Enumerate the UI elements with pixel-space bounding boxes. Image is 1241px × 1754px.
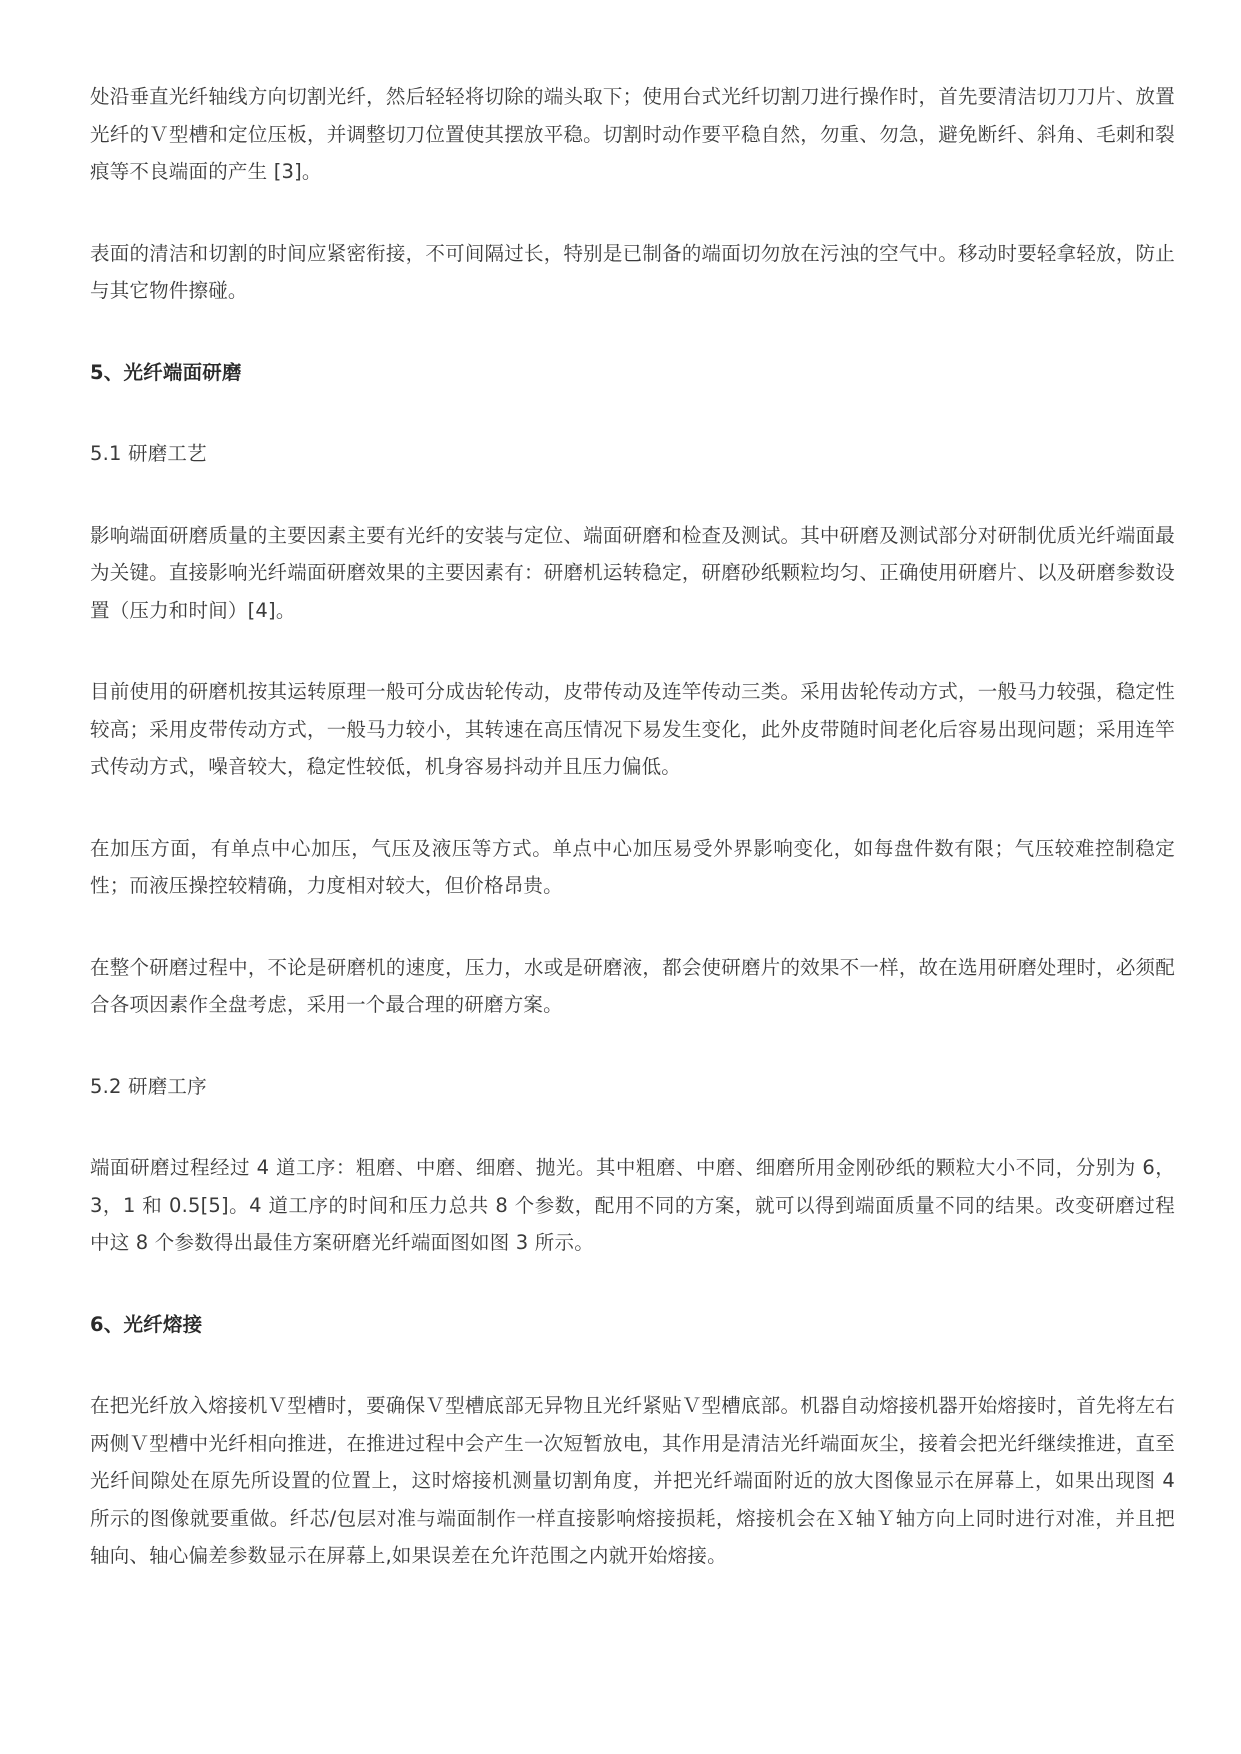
paragraph-polishing-steps: 端面研磨过程经过 4 道工序：粗磨、中磨、细磨、抛光。其中粗磨、中磨、细磨所用金刚砂纸的颗粒大小不同，分别为 6，3，1 和 0.5[5]。4 道工序的时间和压力总共 8 个参数，配用不同的方案，就可以得到端面质量不同的结果。改变研磨过程中这 8 个参数得出最佳方案研磨光纤端面图如图 3 所示。	[90, 1156, 1175, 1254]
paragraph-polishing-machines: 目前使用的研磨机按其运转原理一般可分成齿轮传动，皮带传动及连竿传动三类。采用齿轮传动方式，一般马力较强，稳定性较高；采用皮带传动方式，一般马力较小，其转速在高压情况下易发生变化，此外皮带随时间老化后容易出现问题；采用连竿式传动方式，噪音较大，稳定性较低，机身容易抖动并且压力偏低。	[90, 680, 1175, 778]
paragraph-gap	[90, 905, 1175, 949]
paragraph-cleaning-timing: 表面的清洁和切割的时间应紧密衔接，不可间隔过长，特别是已制备的端面切勿放在污浊的空气中。移动时要轻拿轻放，防止与其它物件擦碰。	[90, 241, 1175, 302]
paragraph-gap	[90, 1343, 1175, 1387]
document-body	[90, 78, 1175, 1575]
paragraph-gap	[90, 473, 1175, 517]
section-heading-polishing: 5、光纤端面研磨	[90, 360, 242, 384]
paragraph-fusion-splicing: 在把光纤放入熔接机Ｖ型槽时，要确保Ｖ型槽底部无异物且光纤紧贴Ｖ型槽底部。机器自动熔接机器开始熔接时，首先将左右两侧Ｖ型槽中光纤相向推进，在推进过程中会产生一次短暂放电，其作用是清洁光纤端面灰尘，接着会把光纤继续推进，直至光纤间隙处在原先所设置的位置上，这时熔接机测量切割角度，并把光纤端面附近的放大图像显示在屏幕上，如果出现图 4 所示的图像就要重做。纤芯/包层对准与端面制作一样直接影响熔接损耗，熔接机会在Ｘ轴Ｙ轴方向上同时进行对准，并且把轴向、轴心偏差参数显示在屏幕上,如果误差在允许范围之内就开始熔接。	[90, 1394, 1175, 1567]
paragraph-gap	[90, 1024, 1175, 1068]
paragraph-gap	[90, 391, 1175, 435]
paragraph-gap	[90, 1262, 1175, 1306]
paragraph-gap	[90, 1105, 1175, 1149]
subsection-heading-polishing-steps: 5.2 研磨工序	[90, 1074, 207, 1098]
paragraph-gap	[90, 786, 1175, 830]
paragraph-gap	[90, 629, 1175, 673]
paragraph-polishing-factors: 影响端面研磨质量的主要因素主要有光纤的安装与定位、端面研磨和检查及测试。其中研磨及测试部分对研制优质光纤端面最为关键。直接影响光纤端面研磨效果的主要因素有：研磨机运转稳定，研磨砂纸颗粒均匀、正确使用研磨片、以及研磨参数设置（压力和时间）[4]。	[90, 523, 1175, 622]
paragraph-gap	[90, 191, 1175, 235]
subsection-heading-polishing-process: 5.1 研磨工艺	[90, 442, 207, 465]
paragraph-polishing-plan: 在整个研磨过程中，不论是研磨机的速度，压力，水或是研磨液，都会使研磨片的效果不一样，故在选用研磨处理时，必须配合各项因素作全盘考虑，采用一个最合理的研磨方案。	[90, 955, 1175, 1016]
paragraph-pressure-methods: 在加压方面，有单点中心加压，气压及液压等方式。单点中心加压易受外界影响变化，如每盘件数有限；气压较难控制稳定性；而液压操控较精确，力度相对较大，但价格昂贵。	[90, 836, 1175, 897]
section-heading-fusion-splicing: 6、光纤熔接	[90, 1312, 203, 1336]
paragraph-cleaving-procedure: 处沿垂直光纤轴线方向切割光纤，然后轻轻将切除的端头取下；使用台式光纤切割刀进行操作时，首先要清洁切刀刀片、放置光纤的Ｖ型槽和定位压板，并调整切刀位置使其摆放平稳。切割时动作要平稳自然，勿重、勿急，避免断纤、斜角、毛刺和裂痕等不良端面的产生 [3]。	[90, 85, 1175, 183]
paragraph-gap	[90, 310, 1175, 354]
